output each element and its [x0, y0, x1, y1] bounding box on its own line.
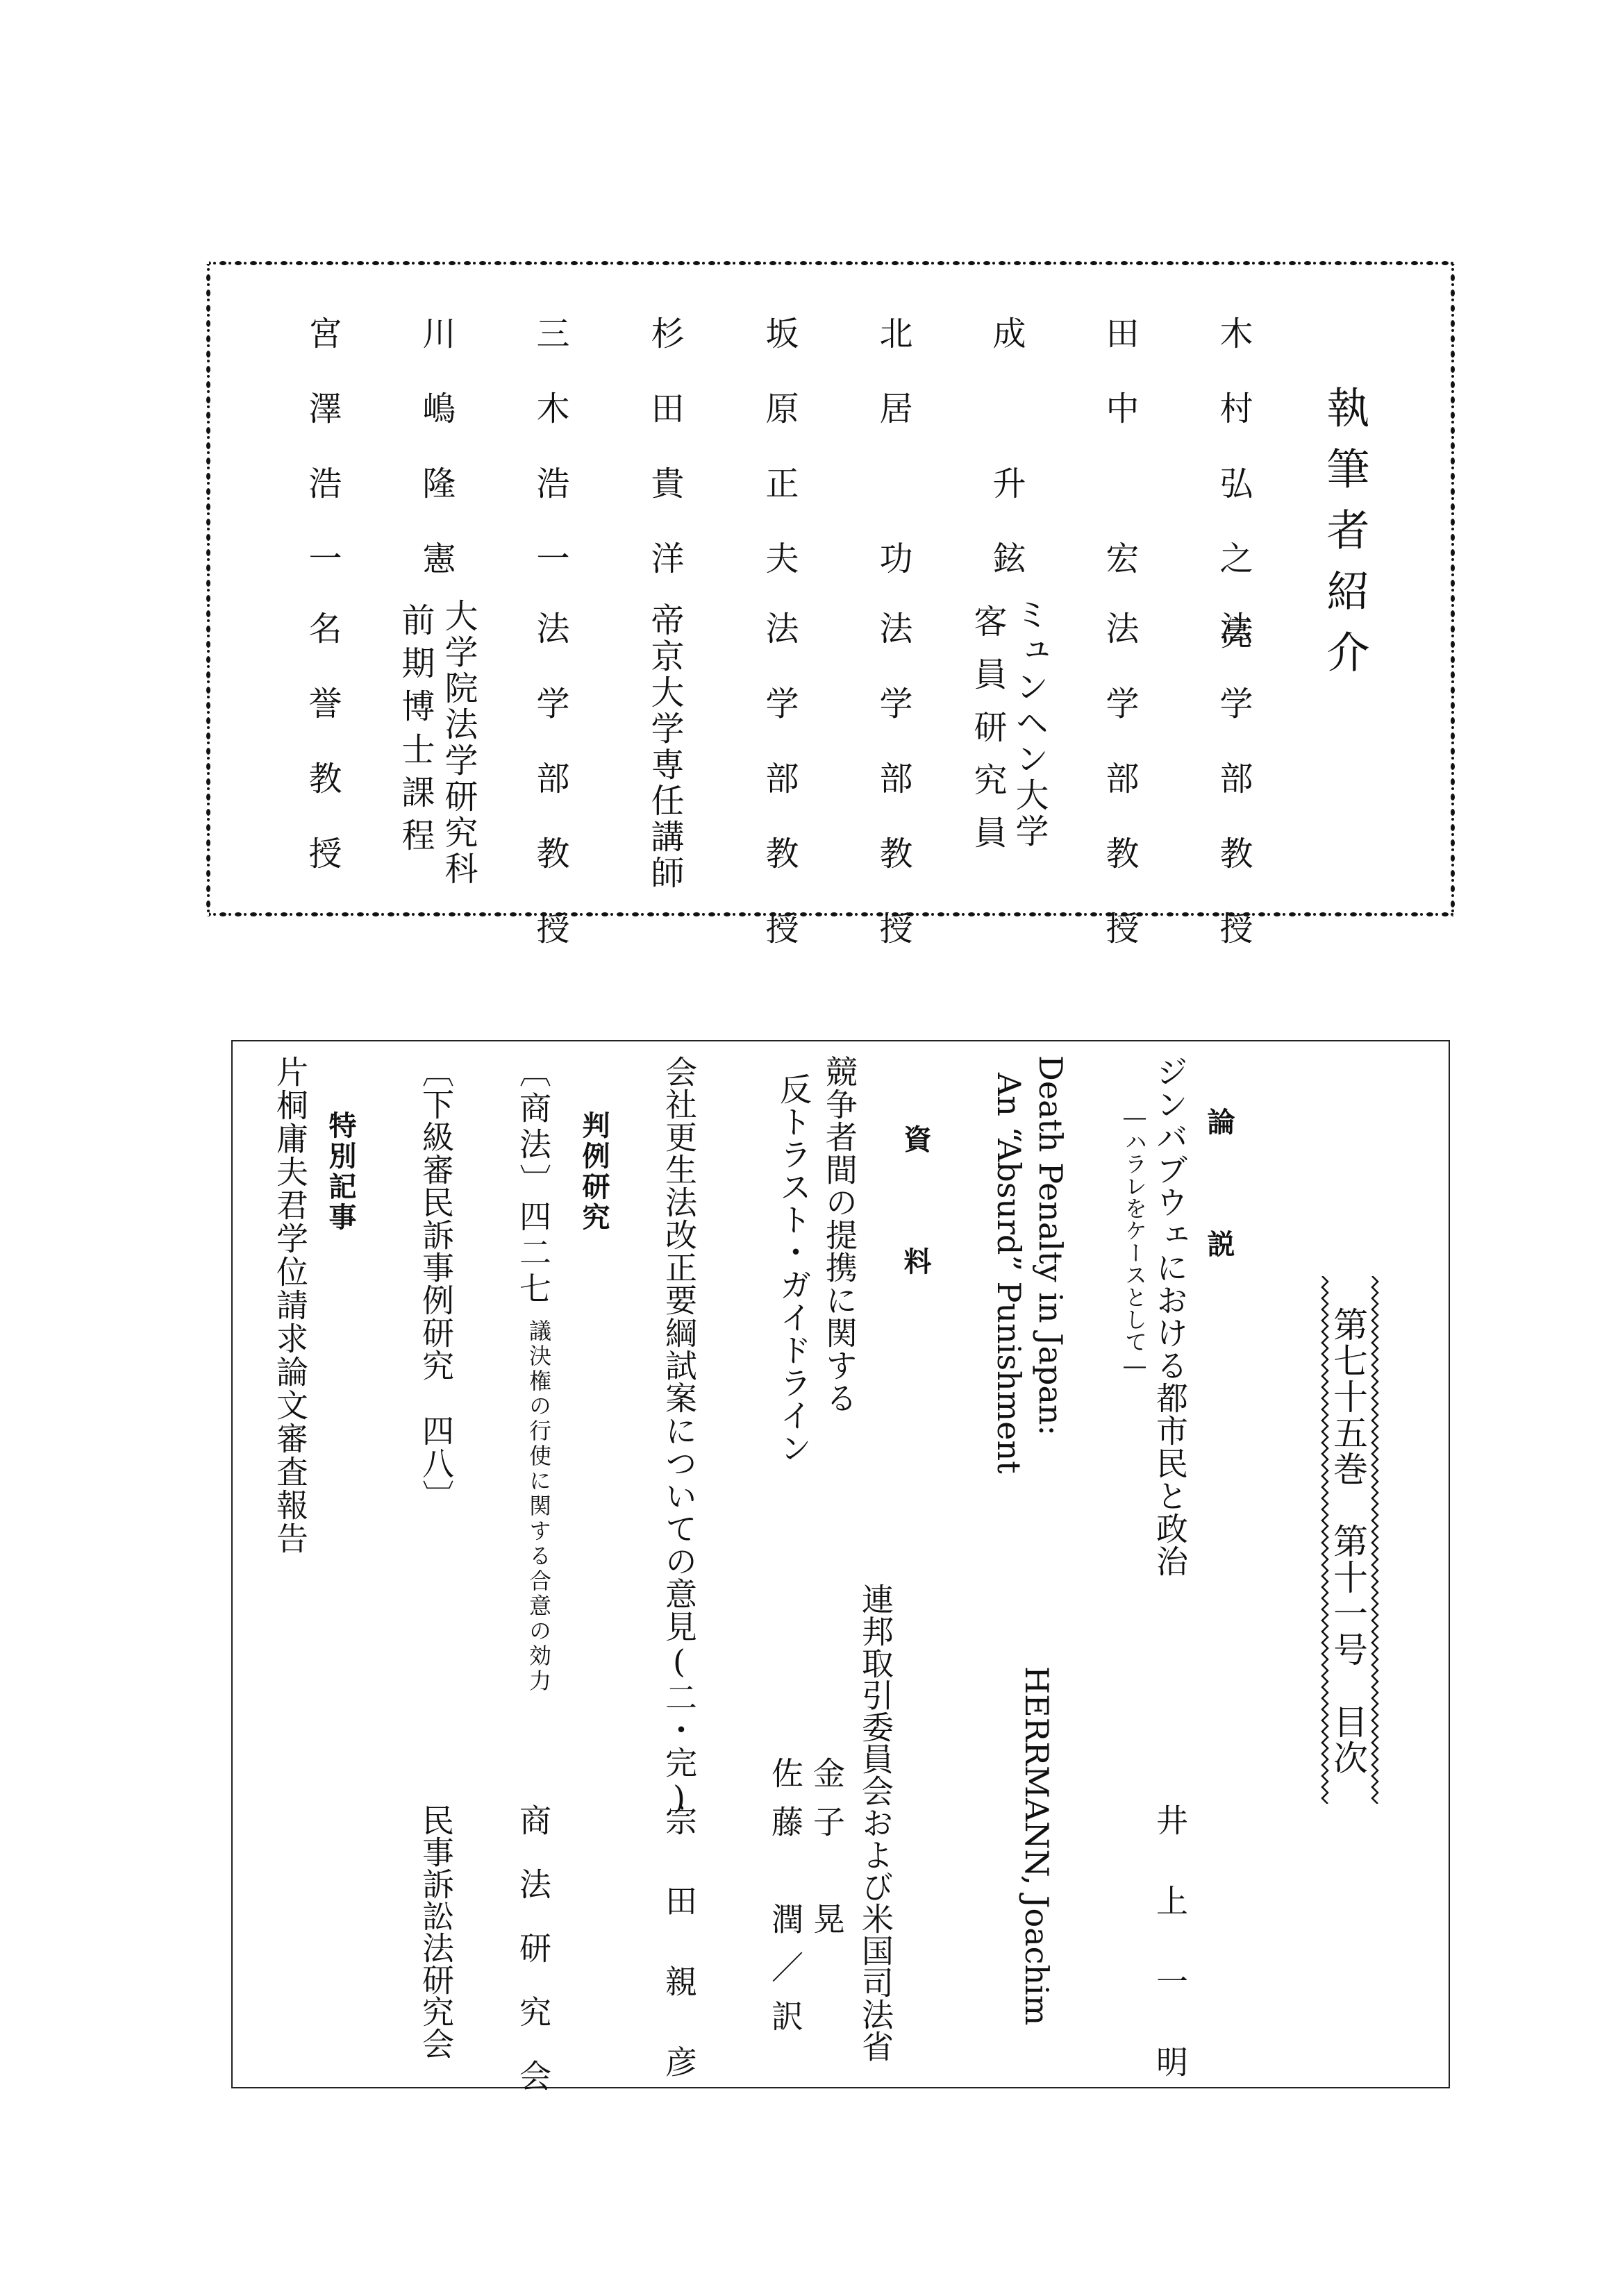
contributor-name: 川嶋隆憲: [417, 316, 456, 616]
contributor-affiliation: 前期博士課程: [396, 603, 435, 861]
contributor-affiliation: 法学部教授: [1214, 611, 1253, 986]
toc-entry-title: 片桐庸夫君学位請求論文審査報告: [272, 1055, 309, 1555]
section-shiryo: 資 料: [899, 1125, 932, 1308]
toc-heading-frame: [1318, 1276, 1382, 1804]
contributor-affiliation: ミュンヘン大学: [1010, 597, 1049, 850]
contributor-name: 三木浩一: [531, 316, 569, 616]
contributor-name: 北居 功: [874, 316, 912, 616]
toc-entry-title: An “Absurd” Punishment: [990, 1073, 1028, 1474]
contributor-affiliation: 帝京大学専任講師: [645, 603, 684, 891]
toc-entry-title: 会社更生法改正要綱試案についての意見(二・完): [660, 1055, 698, 1817]
toc-heading: 第七十五巻 第十一号 目次: [1328, 1307, 1368, 1776]
toc-entry-author: 宗田親彦: [660, 1804, 698, 2126]
toc-entry-title: 競争者間の提携に関する: [821, 1055, 858, 1414]
toc-entry-author: 民事訴訟法研究会: [417, 1804, 455, 2059]
contributor-affiliation: 客員研究員: [968, 604, 1007, 868]
toc-entry-author: 井上一明: [1151, 1804, 1189, 2126]
contributors-box: [203, 258, 1460, 921]
toc-entry-title: 反トラスト・ガイドライン: [775, 1073, 812, 1464]
contributor-affiliation: 大学院法学研究科: [439, 598, 478, 887]
contributor-affiliation: 名誉教授: [303, 611, 342, 911]
toc-entry-author: 商法研究会: [515, 1804, 552, 2123]
contributor-name: 宮澤浩一: [303, 316, 342, 616]
contributor-name: 杉田貴洋: [645, 316, 684, 616]
toc-entry-title: 議決権の行使に関する合意の効力: [526, 1319, 552, 1694]
toc-entry-translator: 金子 晃: [808, 1757, 846, 1951]
contributor-affiliation: 法学部教授: [531, 611, 569, 986]
toc-entry-title: Death Penalty in Japan:: [1032, 1055, 1069, 1436]
contributor-name: 木村弘之亮: [1214, 316, 1253, 691]
toc-entry-subtitle: ―ハラレをケースとして―: [1121, 1104, 1148, 1379]
contributor-name: 成 升鉉: [987, 316, 1026, 616]
contributor-affiliation: 法学部教授: [760, 611, 799, 986]
section-tokubetsu: 特別記事: [324, 1111, 357, 1233]
contributor-affiliation: 法学部教授: [1100, 611, 1139, 986]
section-hanrei: 判例研究: [578, 1111, 610, 1233]
toc-entry-author: HERRMANN, Joachim: [1018, 1666, 1056, 2026]
section-ronsetsu: 論 説: [1203, 1107, 1235, 1291]
contributor-name: 坂原正夫: [760, 316, 799, 616]
toc-entry-label: 〔商法〕四二七: [515, 1055, 552, 1308]
contributor-name: 田中 宏: [1100, 316, 1139, 616]
toc-entry-author: 連邦取引委員会および米国司法省: [857, 1583, 894, 2062]
contributors-title: 執筆者紹介: [1319, 385, 1370, 691]
toc-entry-title: ジンバブウェにおける都市民と政治: [1151, 1055, 1189, 1577]
contributor-affiliation: 法学部教授: [874, 611, 912, 986]
toc-entry-translator: 佐藤 潤／訳: [767, 1757, 804, 2048]
toc-entry-title: 〔下級審民訴事例研究 四八〕: [417, 1055, 455, 1512]
